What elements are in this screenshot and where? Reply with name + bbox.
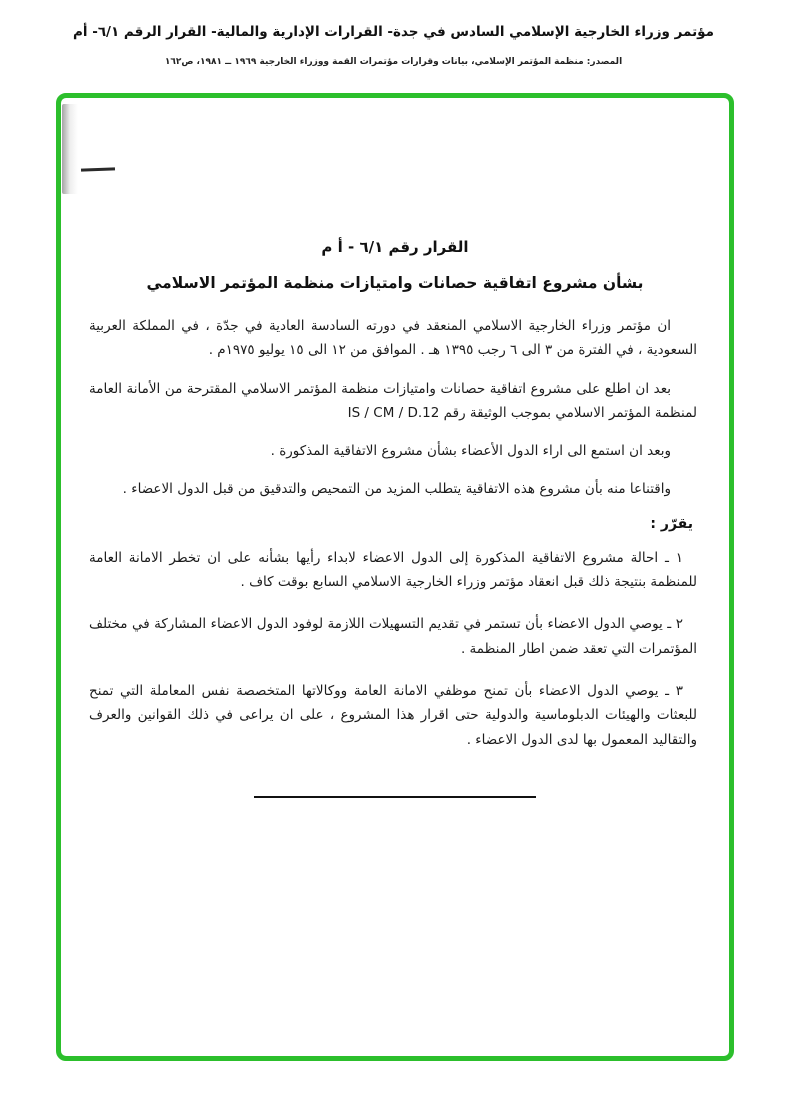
scan-artifact-dash — [81, 167, 115, 171]
scanned-document-frame — [56, 93, 734, 1061]
document-body — [87, 238, 703, 798]
end-separator-line — [254, 796, 536, 798]
page-header-title: مؤتمر وزراء الخارجية الإسلامي السادس في جدة- القرارات الإدارية والمالية- القرار الرقم ٦/١- أم — [72, 24, 714, 40]
preamble-paragraph: بعد ان اطلع على مشروع اتفاقية حصانات وامتيازات منظمة المؤتمر الاسلامي المقترحة من الأمانة العامة لمنظمة المؤتمر الاسلامي بموجب الوثيقة رقم IS / CM / D.12 — [89, 380, 697, 421]
scan-artifact-smudge — [62, 104, 78, 194]
decision-label: يقرّر : — [650, 515, 693, 532]
decision-item: ٢ ـ يوصي الدول الاعضاء بأن تستمر في تقديم التسهيلات اللازمة لوفود الدول الاعضاء المشاركة في مختلف المؤتمرات التي تعقد ضمن اطار المنظمة . — [89, 616, 697, 657]
preamble-paragraph: ان مؤتمر وزراء الخارجية الاسلامي المنعقد في دورته السادسة العادية في جدّة ، في المملكة العربية السعودية ، في الفترة من ٣ الى ٦ رجب ١٣٩٥ هـ . الموافق من ١٢ الى ١٥ يوليو ١٩٧٥م . — [89, 318, 697, 359]
decision-item: ٣ ـ يوصي الدول الاعضاء بأن تمنح موظفي الامانة العامة ووكالاتها المتخصصة نفس المعاملة التي تمنح للبعثات والهيئات الدبلوماسية والدولية حتى اقرار هذا المشروع ، على ان يراعى في ذلك القوانين والعرف والتقاليد المعمول بها لدى الدول الاعضاء . — [89, 682, 697, 748]
page-source-line: المصدر: منظمة المؤتمر الإسلامي، بيانات وقرارات مؤتمرات القمة ووزراء الخارجية ١٩٦٩ ــ ١٩٨١، ص١٦٢ — [164, 57, 623, 67]
resolution-number-title: القرار رقم ٦/١ - أ م — [321, 238, 469, 256]
preamble-paragraph: واقتناعا منه بأن مشروع هذه الاتفاقية يتطلب المزيد من التمحيص والتدقيق من قبل الدول الاعضاء . — [122, 481, 671, 498]
decision-item: ١ ـ احالة مشروع الاتفاقية المذكورة إلى الدول الاعضاء لابداء رأيها بشأنه على ان تخطر الامانة العامة للمنظمة بنتيجة ذلك قبل انعقاد مؤتمر وزراء الخارجية الاسلامي السابع بوقت كاف . — [89, 549, 697, 591]
preamble-paragraph: وبعد ان استمع الى اراء الدول الأعضاء بشأن مشروع الاتفاقية المذكورة . — [270, 443, 671, 460]
resolution-subject-title: بشأن مشروع اتفاقية حصانات وامتيازات منظمة المؤتمر الاسلامي — [146, 274, 644, 292]
